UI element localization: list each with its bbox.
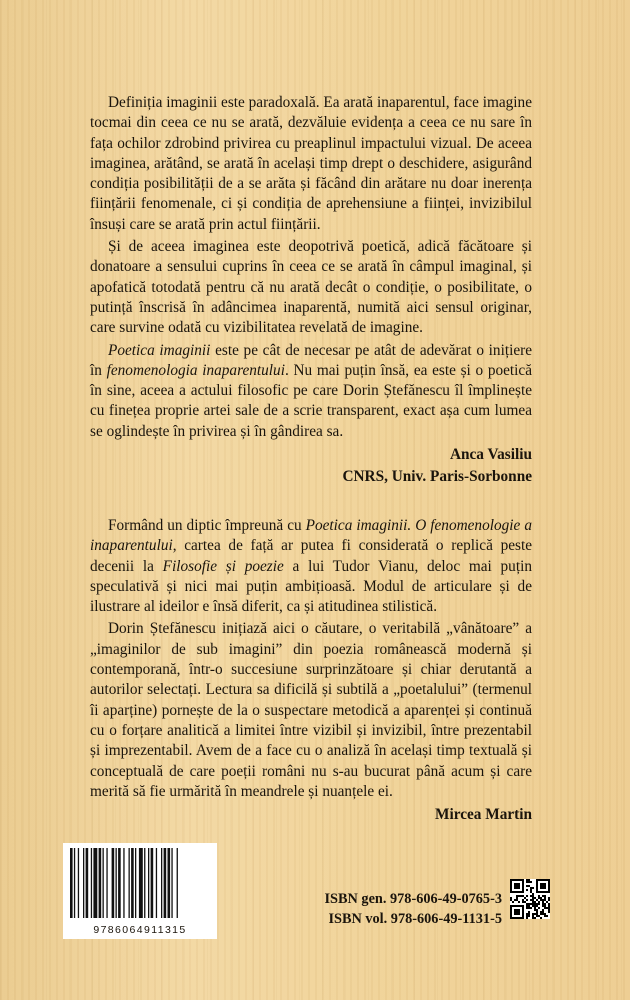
blurb-vasiliu (90, 93, 532, 488)
term-fenomenologia: fenomenologia inaparentului (106, 361, 285, 379)
author-affiliation: CNRS, Univ. Paris-Sorbonne (342, 468, 532, 486)
blurb-martin (90, 516, 532, 825)
barcode (63, 843, 217, 939)
book-title-vianu: Filosofie și poezie (162, 557, 284, 575)
blurb1-paragraph-2: Și de aceea imaginea este deopotrivă poetică, adică făcătoare și donatoare a sensului cuprins în ceea ce se arată în câmpul imaginal, și apofatică totodată pentru că nu arată decât o condiție, o posibilitate, o putință înscrisă în adâncimea inaparentă, numită aici sensul originar, care survine odată cu vizibilitatea revelată de imagine. (90, 238, 532, 337)
author-vasiliu: Anca Vasiliu (449, 446, 532, 464)
blurb1-paragraph-1: Definiția imaginii este paradoxală. Ea arată inaparentul, face imagine tocmai din ceea ce nu se arată, dezvăluie evidența a ceea ce nu sare în fața ochilor zdrobind privirea cu preaplinul impactului vizual. De aceea imaginea, arătând, se arată în același timp drept o deschidere, asigurând condiția posibilității de a se arăta și făcând din arătare nu doar inerența ființării fenomenale, ci și condiția de aprehensiune a ființei, invizibilul însuși care se arată prin actul ființării. (90, 94, 532, 233)
isbn-volume: ISBN vol. 978-606-49-1131-5 (328, 911, 502, 927)
blurb2-paragraph-2: Dorin Ștefănescu inițiază aici o căutare, o veritabilă „vânătoare” a „imaginilor de sub imagini” din poezia românească modernă și contemporană, într-o succesiune surprinzătoare și chiar derutantă a autorilor selectați. Lectura sa dificilă și subtilă a „poetalului” (termenul îi aparține) pornește de la o suspectare metodică a aparenței și continuă cu o forțare analitică a limitei între vizibil și invizibil, între prezentabil și imprezentabil. Avem de a face cu o analiză în același timp textuală și conceptuală de care poeții români nu s-au bucurat până acum și care merită să fie urmărită în meandrele și nuanțele ei. (90, 620, 532, 800)
author-martin: Mircea Martin (435, 806, 532, 824)
isbn-block (324, 889, 502, 929)
blurb1-paragraph-3: Poetica imaginii este pe cât de necesar pe atât de adevărat o inițiere în fenomenologia inaparentului. Nu mai puțin însă, ea este și o poetică în sine, aceea a actului filosofic pe care Dorin Ștefănescu îl împlinește cu finețea proprie artei sale de a scrie transparent, exact așa cum lumea se oglindește în privirea și în gândirea sa. (90, 341, 533, 440)
book-title-poetica: Poetica imaginii (108, 341, 211, 359)
blurb2-paragraph-1: Formând un diptic împreună cu Poetica imaginii. O fenomenologie a inaparentului, cartea de față ar putea fi considerată o replică peste decenii la Filosofie și poezie a lui Tudor Vianu, deloc mai puțin speculativă și nici mai puțin ambițioasă. Modul de articulare și de ilustrare al ideilor e însă diferit, ca și atitudinea stilistică. (90, 517, 532, 616)
barcode-bars-icon (66, 846, 214, 924)
isbn-general: ISBN gen. 978-606-49-0765-3 (324, 891, 502, 907)
book-title-diptic: Poetica imaginii. O fenomenologie a inaparentului (90, 517, 532, 555)
barcode-number: 9786064911315 (93, 924, 187, 936)
qr-code-icon (510, 879, 550, 919)
